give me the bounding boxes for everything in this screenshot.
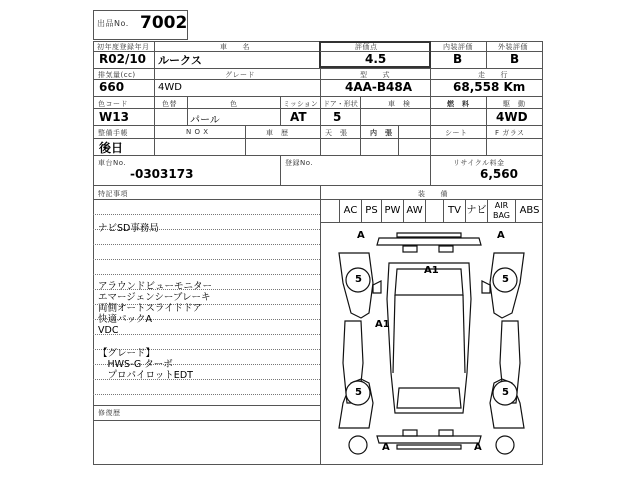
chassis-label: 車台No.	[98, 159, 127, 167]
equip-blank	[426, 200, 444, 222]
repair-history-label: 修復歴	[98, 409, 121, 417]
color-label: 色	[230, 100, 238, 108]
tire-tread-front-right: 5	[502, 274, 509, 285]
spare-tire-left	[349, 436, 367, 454]
equip-airbag: AIR BAG	[488, 200, 516, 222]
maintenance-book-value: 後日	[99, 141, 124, 155]
note-line: VDC	[98, 325, 119, 336]
damage-mark-rear-right: A	[474, 442, 482, 453]
color-code-value: W13	[99, 110, 129, 124]
damage-mark-front-left-corner: A	[357, 230, 365, 241]
name-value: ルークス	[158, 54, 202, 67]
note-line: 両側オートスライドドア	[98, 303, 202, 314]
score-value: 4.5	[365, 52, 387, 66]
lot-label: 出品No.	[97, 19, 129, 28]
note-line: アラウンドビューモニター	[98, 281, 213, 292]
grade-label: グレード	[225, 71, 255, 79]
roof-label: 天 張	[325, 129, 348, 137]
mission-label: ミッション	[283, 100, 318, 108]
grade-value: 4WD	[158, 82, 182, 93]
nox-label: N O X	[186, 128, 209, 136]
equip-ac: AC	[340, 200, 362, 222]
maintenance-book-label: 整備手帳	[98, 129, 128, 137]
equip-aw: AW	[404, 200, 426, 222]
equip-ps: PS	[362, 200, 382, 222]
year-value: R02/10	[99, 52, 147, 66]
exterior-score-value: B	[510, 52, 520, 66]
model-value: 4AA-B48A	[345, 80, 413, 94]
seat-label: シート	[445, 129, 468, 137]
color-code-label: 色コード	[98, 100, 128, 108]
interior-score-label: 内装評価	[443, 43, 473, 51]
inspection-label: 車 検	[388, 100, 411, 108]
equip-pw: PW	[382, 200, 404, 222]
doors-label: ドア・形状	[323, 100, 358, 108]
car-damage-diagram	[321, 223, 542, 464]
note-line: 快適パックA	[98, 314, 152, 325]
drive-value: 4WD	[496, 110, 528, 124]
mileage-value: 68,558 Km	[453, 80, 526, 94]
damage-mark-left-door: A1	[375, 319, 390, 330]
damage-mark-front-right-corner: A	[497, 230, 505, 241]
year-label: 初年度登録年月	[97, 43, 150, 51]
damage-mark-rear-left: A	[382, 442, 390, 453]
name-label: 車 名	[220, 43, 250, 51]
note-line: ナビSD事務局	[98, 223, 159, 234]
score-label: 評価点	[355, 43, 378, 51]
equip-abs: ABS	[519, 205, 540, 216]
equip-cell-blank	[320, 200, 340, 222]
doors-value: 5	[333, 110, 342, 124]
spare-tire-right	[496, 436, 514, 454]
color-change-label: 色替	[162, 100, 177, 108]
notes-label: 特記事項	[98, 190, 128, 198]
registration-label: 登録No.	[285, 159, 314, 167]
tire-tread-front-left: 5	[355, 274, 362, 285]
interior-score-value: B	[453, 52, 463, 66]
mission-value: AT	[290, 110, 307, 124]
history-label: 車 歴	[266, 129, 289, 137]
model-label: 型 式	[360, 71, 390, 79]
recycle-value: 6,560	[480, 167, 518, 181]
chassis-value: -0303173	[130, 167, 194, 181]
equip-navi: ナビ	[466, 200, 488, 222]
equip-tv: TV	[444, 200, 466, 222]
note-line: エマージェンシーブレーキ	[98, 292, 211, 303]
note-line: 【グレード】	[98, 348, 156, 359]
lot-number: 7002	[140, 13, 188, 33]
recycle-label: リサイクル料金	[453, 159, 505, 167]
color-value: パール	[190, 115, 220, 126]
displacement-label: 排気量(cc)	[98, 71, 136, 79]
mileage-label: 走 行	[478, 71, 508, 79]
damage-mark-roof: A1	[424, 265, 439, 276]
fuel-label: 燃 料	[447, 100, 470, 108]
glass-label: F ガラス	[495, 129, 525, 137]
note-line: HWS-G ターボ	[98, 359, 173, 370]
tire-tread-rear-right: 5	[502, 387, 509, 398]
inner-lining-label: 内 張	[370, 129, 393, 137]
drive-label: 駆 動	[503, 100, 526, 108]
note-line: プロパイロットEDT	[98, 370, 193, 381]
tire-tread-rear-left: 5	[355, 387, 362, 398]
displacement-value: 660	[99, 80, 125, 94]
equipment-label: 装 備	[418, 190, 448, 198]
exterior-score-label: 外装評価	[498, 43, 528, 51]
